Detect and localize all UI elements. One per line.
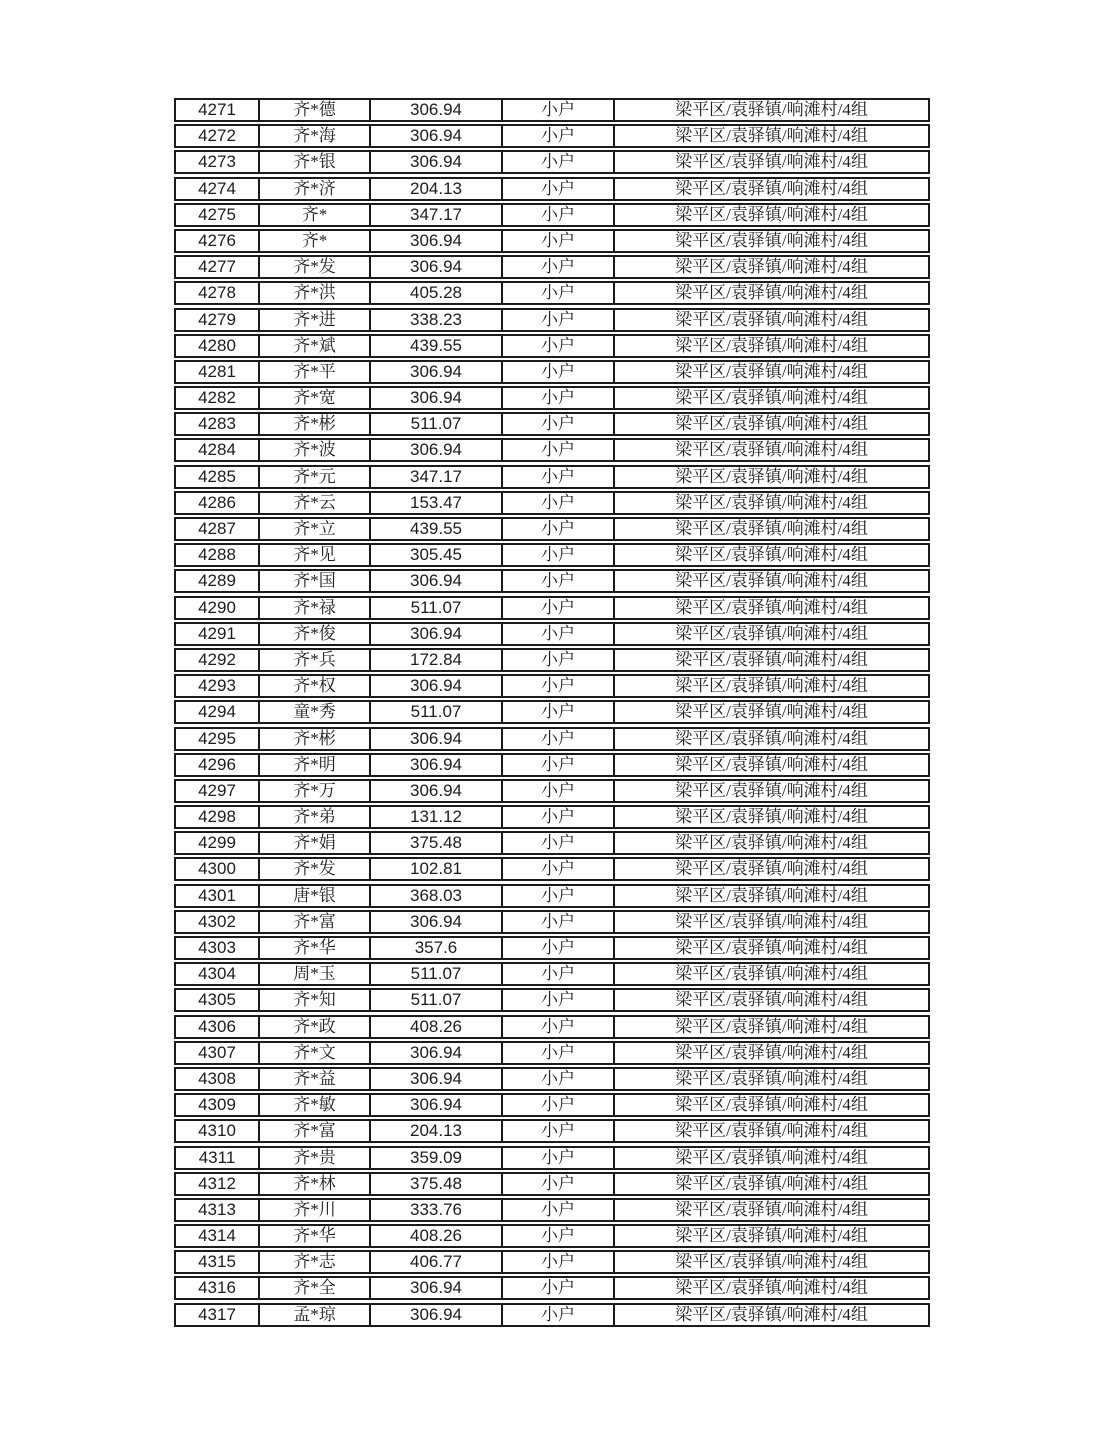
cell-location: 梁平区/袁驿镇/响滩村/4组 xyxy=(675,492,868,512)
cell-name: 齐*元 xyxy=(260,467,371,487)
table-row xyxy=(174,124,930,148)
cell-amount: 368.03 xyxy=(371,886,503,906)
cell-name: 齐*宽 xyxy=(260,388,371,408)
cell-amount: 375.48 xyxy=(371,833,503,853)
cell-serial-number: 4284 xyxy=(176,440,260,460)
cell-location: 梁平区/袁驿镇/响滩村/4组 xyxy=(675,440,868,460)
table-row xyxy=(174,229,930,253)
cell-household-type: 小户 xyxy=(503,1226,615,1246)
cell-name: 齐*贵 xyxy=(260,1148,371,1168)
cell-amount: 439.55 xyxy=(371,336,503,356)
cell-amount: 306.94 xyxy=(371,362,503,382)
cell-serial-number: 4300 xyxy=(176,859,260,879)
table-row xyxy=(174,1276,930,1300)
cell-location: 梁平区/袁驿镇/响滩村/4组 xyxy=(675,623,868,643)
cell-serial-number: 4307 xyxy=(176,1043,260,1063)
cell-name: 齐*富 xyxy=(260,1121,371,1141)
cell-name: 齐*知 xyxy=(260,990,371,1010)
table-row xyxy=(174,1224,930,1248)
cell-name: 齐*兵 xyxy=(260,650,371,670)
cell-location: 梁平区/袁驿镇/响滩村/4组 xyxy=(675,885,868,905)
cell-serial-number: 4302 xyxy=(176,912,260,932)
cell-name: 齐*禄 xyxy=(260,598,371,618)
cell-location: 梁平区/袁驿镇/响滩村/4组 xyxy=(675,780,868,800)
cell-location: 梁平区/袁驿镇/响滩村/4组 xyxy=(675,1016,868,1036)
table-row xyxy=(174,517,930,541)
cell-serial-number: 4283 xyxy=(176,414,260,434)
cell-name: 齐*发 xyxy=(260,257,371,277)
cell-name: 童*秀 xyxy=(260,702,371,722)
cell-amount: 439.55 xyxy=(371,519,503,539)
cell-location: 梁平区/袁驿镇/响滩村/4组 xyxy=(675,1304,868,1324)
cell-amount: 306.94 xyxy=(371,781,503,801)
cell-serial-number: 4316 xyxy=(176,1278,260,1298)
cell-serial-number: 4311 xyxy=(176,1148,260,1168)
cell-location: 梁平区/袁驿镇/响滩村/4组 xyxy=(675,230,868,250)
table-row xyxy=(174,360,930,384)
table-row xyxy=(174,412,930,436)
cell-name: 齐*德 xyxy=(260,100,371,120)
cell-location: 梁平区/袁驿镇/响滩村/4组 xyxy=(675,519,868,538)
cell-name: 齐*平 xyxy=(260,362,371,382)
cell-name: 孟*琼 xyxy=(260,1305,371,1325)
cell-household-type: 小户 xyxy=(503,152,615,172)
cell-household-type: 小户 xyxy=(503,598,615,618)
cell-serial-number: 4298 xyxy=(176,807,260,827)
cell-serial-number: 4309 xyxy=(176,1095,260,1115)
cell-amount: 408.26 xyxy=(371,1226,503,1246)
cell-household-type: 小户 xyxy=(503,676,615,696)
cell-name: 齐*彬 xyxy=(260,414,371,434)
cell-location: 梁平区/袁驿镇/响滩村/4组 xyxy=(675,335,868,355)
cell-location: 梁平区/袁驿镇/响滩村/4组 xyxy=(675,859,868,879)
table-row xyxy=(174,1198,930,1222)
cell-serial-number: 4280 xyxy=(176,336,260,356)
cell-serial-number: 4288 xyxy=(176,545,260,565)
cell-location: 梁平区/袁驿镇/响滩村/4组 xyxy=(675,545,868,565)
cell-location: 梁平区/袁驿镇/响滩村/4组 xyxy=(675,833,868,853)
cell-serial-number: 4304 xyxy=(176,964,260,984)
cell-household-type: 小户 xyxy=(503,1174,615,1194)
cell-household-type: 小户 xyxy=(503,1305,615,1325)
cell-household-type: 小户 xyxy=(503,571,615,591)
cell-name: 齐*川 xyxy=(260,1200,371,1220)
cell-household-type: 小户 xyxy=(503,1069,615,1089)
cell-amount: 306.94 xyxy=(371,755,503,775)
cell-serial-number: 4314 xyxy=(176,1226,260,1246)
cell-serial-number: 4299 xyxy=(176,833,260,853)
cell-name: 齐*洪 xyxy=(260,283,371,303)
cell-location: 梁平区/袁驿镇/响滩村/4组 xyxy=(675,1278,868,1298)
cell-name: 齐*富 xyxy=(260,912,371,932)
table-row xyxy=(174,1119,930,1143)
cell-serial-number: 4306 xyxy=(176,1017,260,1037)
cell-household-type: 小户 xyxy=(503,545,615,565)
cell-household-type: 小户 xyxy=(503,650,615,670)
table-row xyxy=(174,700,930,724)
cell-household-type: 小户 xyxy=(503,388,615,408)
table-row xyxy=(174,831,930,855)
cell-serial-number: 4276 xyxy=(176,231,260,251)
cell-household-type: 小户 xyxy=(503,1121,615,1141)
table-row xyxy=(174,779,930,803)
cell-amount: 306.94 xyxy=(371,257,503,277)
cell-household-type: 小户 xyxy=(503,938,615,958)
cell-location: 梁平区/袁驿镇/响滩村/4组 xyxy=(675,990,868,1010)
cell-location: 梁平区/袁驿镇/响滩村/4组 xyxy=(675,152,868,172)
cell-amount: 306.94 xyxy=(371,1278,503,1298)
cell-location: 梁平区/袁驿镇/响滩村/4组 xyxy=(675,911,868,931)
cell-amount: 306.94 xyxy=(371,126,503,146)
table-row xyxy=(174,386,930,410)
cell-location: 梁平区/袁驿镇/响滩村/4组 xyxy=(675,1095,868,1115)
cell-household-type: 小户 xyxy=(503,1278,615,1298)
cell-location: 梁平区/袁驿镇/响滩村/4组 xyxy=(675,1226,868,1246)
cell-name: 齐*彬 xyxy=(260,729,371,749)
cell-name: 唐*银 xyxy=(260,886,371,906)
cell-serial-number: 4275 xyxy=(176,205,260,225)
cell-serial-number: 4287 xyxy=(176,519,260,539)
cell-serial-number: 4272 xyxy=(176,126,260,146)
cell-location: 梁平区/袁驿镇/响滩村/4组 xyxy=(675,1252,868,1272)
cell-amount: 347.17 xyxy=(371,467,503,487)
cell-household-type: 小户 xyxy=(503,336,615,356)
cell-household-type: 小户 xyxy=(503,781,615,801)
cell-household-type: 小户 xyxy=(503,257,615,277)
cell-location: 梁平区/袁驿镇/响滩村/4组 xyxy=(675,1121,868,1141)
cell-name: 齐*立 xyxy=(260,519,371,539)
cell-location: 梁平区/袁驿镇/响滩村/4组 xyxy=(675,204,868,224)
cell-name: 齐*斌 xyxy=(260,336,371,356)
cell-serial-number: 4297 xyxy=(176,781,260,801)
cell-household-type: 小户 xyxy=(503,467,615,487)
cell-amount: 306.94 xyxy=(371,676,503,696)
cell-household-type: 小户 xyxy=(503,414,615,434)
cell-household-type: 小户 xyxy=(503,964,615,984)
cell-name: 齐*国 xyxy=(260,571,371,591)
cell-name: 齐*华 xyxy=(260,1226,371,1246)
cell-household-type: 小户 xyxy=(503,807,615,827)
table-row xyxy=(174,177,930,201)
cell-amount: 204.13 xyxy=(371,1121,503,1141)
cell-household-type: 小户 xyxy=(503,310,615,330)
cell-household-type: 小户 xyxy=(503,493,615,513)
cell-serial-number: 4310 xyxy=(176,1121,260,1141)
cell-serial-number: 4277 xyxy=(176,257,260,277)
cell-amount: 305.45 xyxy=(371,545,503,565)
cell-serial-number: 4295 xyxy=(176,729,260,749)
cell-name: 齐*弟 xyxy=(260,807,371,827)
cell-location: 梁平区/袁驿镇/响滩村/4组 xyxy=(675,283,868,303)
cell-name: 齐*济 xyxy=(260,179,371,199)
table-row xyxy=(174,910,930,934)
cell-location: 梁平区/袁驿镇/响滩村/4组 xyxy=(675,1147,868,1167)
cell-amount: 153.47 xyxy=(371,493,503,513)
cell-household-type: 小户 xyxy=(503,702,615,722)
table-row xyxy=(174,622,930,646)
cell-location: 梁平区/袁驿镇/响滩村/4组 xyxy=(675,676,868,696)
cell-serial-number: 4315 xyxy=(176,1252,260,1272)
cell-amount: 306.94 xyxy=(371,388,503,408)
cell-name: 齐* xyxy=(260,231,371,251)
cell-name: 齐*华 xyxy=(260,938,371,958)
cell-household-type: 小户 xyxy=(503,126,615,146)
cell-name: 齐*敏 xyxy=(260,1095,371,1115)
cell-location: 梁平区/袁驿镇/响滩村/4组 xyxy=(675,309,868,329)
cell-amount: 347.17 xyxy=(371,205,503,225)
cell-household-type: 小户 xyxy=(503,100,615,120)
cell-location: 梁平区/袁驿镇/响滩村/4组 xyxy=(675,938,868,957)
cell-household-type: 小户 xyxy=(503,519,615,539)
cell-serial-number: 4294 xyxy=(176,702,260,722)
cell-location: 梁平区/袁驿镇/响滩村/4组 xyxy=(675,100,868,119)
cell-amount: 306.94 xyxy=(371,152,503,172)
cell-serial-number: 4317 xyxy=(176,1305,260,1325)
cell-amount: 357.6 xyxy=(371,938,503,958)
cell-location: 梁平区/袁驿镇/响滩村/4组 xyxy=(675,807,868,827)
cell-serial-number: 4282 xyxy=(176,388,260,408)
cell-location: 梁平区/袁驿镇/响滩村/4组 xyxy=(675,388,868,408)
cell-household-type: 小户 xyxy=(503,624,615,644)
table-row xyxy=(174,281,930,305)
cell-household-type: 小户 xyxy=(503,440,615,460)
table-row xyxy=(174,255,930,279)
table-row xyxy=(174,1067,930,1091)
table-row xyxy=(174,1250,930,1274)
table-row xyxy=(174,753,930,777)
cell-household-type: 小户 xyxy=(503,1017,615,1037)
table-row xyxy=(174,596,930,620)
cell-serial-number: 4292 xyxy=(176,650,260,670)
cell-serial-number: 4303 xyxy=(176,938,260,958)
cell-location: 梁平区/袁驿镇/响滩村/4组 xyxy=(675,414,868,434)
cell-household-type: 小户 xyxy=(503,886,615,906)
cell-amount: 306.94 xyxy=(371,1095,503,1115)
cell-amount: 306.94 xyxy=(371,1069,503,1089)
cell-location: 梁平区/袁驿镇/响滩村/4组 xyxy=(675,178,868,198)
cell-amount: 511.07 xyxy=(371,990,503,1010)
cell-serial-number: 4279 xyxy=(176,310,260,330)
cell-name: 齐*波 xyxy=(260,440,371,460)
table-row xyxy=(174,936,930,960)
cell-household-type: 小户 xyxy=(503,362,615,382)
cell-amount: 511.07 xyxy=(371,414,503,434)
cell-name: 齐*万 xyxy=(260,781,371,801)
cell-household-type: 小户 xyxy=(503,205,615,225)
cell-household-type: 小户 xyxy=(503,912,615,932)
cell-amount: 306.94 xyxy=(371,231,503,251)
cell-serial-number: 4281 xyxy=(176,362,260,382)
table-row xyxy=(174,805,930,829)
table-row xyxy=(174,438,930,462)
cell-household-type: 小户 xyxy=(503,755,615,775)
cell-household-type: 小户 xyxy=(503,729,615,749)
cell-name: 齐*海 xyxy=(260,126,371,146)
cell-amount: 375.48 xyxy=(371,1174,503,1194)
beneficiary-table xyxy=(174,98,930,1327)
cell-serial-number: 4308 xyxy=(176,1069,260,1089)
cell-location: 梁平区/袁驿镇/响滩村/4组 xyxy=(675,1042,868,1062)
table-row xyxy=(174,857,930,881)
cell-location: 梁平区/袁驿镇/响滩村/4组 xyxy=(675,257,868,277)
cell-amount: 511.07 xyxy=(371,598,503,618)
cell-amount: 306.94 xyxy=(371,440,503,460)
cell-location: 梁平区/袁驿镇/响滩村/4组 xyxy=(675,126,868,146)
cell-amount: 408.26 xyxy=(371,1017,503,1037)
table-row xyxy=(174,203,930,227)
cell-household-type: 小户 xyxy=(503,231,615,251)
cell-name: 齐*权 xyxy=(260,676,371,696)
cell-amount: 306.94 xyxy=(371,1043,503,1063)
cell-serial-number: 4290 xyxy=(176,598,260,618)
cell-serial-number: 4289 xyxy=(176,571,260,591)
cell-household-type: 小户 xyxy=(503,283,615,303)
cell-household-type: 小户 xyxy=(503,1043,615,1063)
cell-name: 齐*见 xyxy=(260,545,371,565)
cell-name: 齐*林 xyxy=(260,1174,371,1194)
cell-amount: 306.94 xyxy=(371,571,503,591)
cell-serial-number: 4273 xyxy=(176,152,260,172)
cell-amount: 306.94 xyxy=(371,624,503,644)
table-row xyxy=(174,884,930,908)
cell-serial-number: 4296 xyxy=(176,755,260,775)
cell-location: 梁平区/袁驿镇/响滩村/4组 xyxy=(675,361,868,381)
table-row xyxy=(174,727,930,751)
cell-amount: 511.07 xyxy=(371,702,503,722)
cell-household-type: 小户 xyxy=(503,1148,615,1168)
cell-serial-number: 4313 xyxy=(176,1200,260,1220)
table-row xyxy=(174,308,930,332)
cell-name: 齐*银 xyxy=(260,152,371,172)
cell-amount: 306.94 xyxy=(371,1305,503,1325)
cell-serial-number: 4286 xyxy=(176,493,260,513)
cell-household-type: 小户 xyxy=(503,1095,615,1115)
cell-household-type: 小户 xyxy=(503,1252,615,1272)
cell-amount: 406.77 xyxy=(371,1252,503,1272)
table-row xyxy=(174,569,930,593)
cell-amount: 511.07 xyxy=(371,964,503,984)
cell-amount: 306.94 xyxy=(371,100,503,120)
cell-serial-number: 4301 xyxy=(176,886,260,906)
table-row xyxy=(174,988,930,1012)
cell-amount: 405.28 xyxy=(371,283,503,303)
cell-household-type: 小户 xyxy=(503,179,615,199)
table-row xyxy=(174,465,930,489)
cell-serial-number: 4285 xyxy=(176,467,260,487)
table-row xyxy=(174,674,930,698)
cell-name: 齐*进 xyxy=(260,310,371,330)
cell-amount: 172.84 xyxy=(371,650,503,670)
cell-amount: 333.76 xyxy=(371,1200,503,1220)
cell-serial-number: 4312 xyxy=(176,1174,260,1194)
cell-amount: 306.94 xyxy=(371,729,503,749)
table-row xyxy=(174,491,930,515)
table-row xyxy=(174,543,930,567)
cell-name: 齐*明 xyxy=(260,755,371,775)
cell-household-type: 小户 xyxy=(503,859,615,879)
table-row xyxy=(174,98,930,122)
cell-name: 周*玉 xyxy=(260,964,371,984)
table-row xyxy=(174,334,930,358)
table-row xyxy=(174,648,930,672)
cell-amount: 102.81 xyxy=(371,859,503,879)
table-row xyxy=(174,1041,930,1065)
table-row xyxy=(174,1093,930,1117)
cell-name: 齐*云 xyxy=(260,493,371,513)
cell-serial-number: 4305 xyxy=(176,990,260,1010)
cell-serial-number: 4271 xyxy=(176,100,260,120)
cell-name: 齐*益 xyxy=(260,1069,371,1089)
cell-name: 齐*政 xyxy=(260,1017,371,1037)
cell-household-type: 小户 xyxy=(503,990,615,1010)
cell-location: 梁平区/袁驿镇/响滩村/4组 xyxy=(675,466,868,486)
cell-amount: 338.23 xyxy=(371,310,503,330)
cell-location: 梁平区/袁驿镇/响滩村/4组 xyxy=(675,964,868,984)
cell-amount: 204.13 xyxy=(371,179,503,199)
cell-location: 梁平区/袁驿镇/响滩村/4组 xyxy=(675,649,868,669)
cell-household-type: 小户 xyxy=(503,833,615,853)
cell-name: 齐* xyxy=(260,205,371,225)
cell-location: 梁平区/袁驿镇/响滩村/4组 xyxy=(675,571,868,591)
cell-name: 齐*俊 xyxy=(260,624,371,644)
table-row xyxy=(174,150,930,174)
cell-name: 齐*文 xyxy=(260,1043,371,1063)
table-row xyxy=(174,1303,930,1327)
cell-serial-number: 4274 xyxy=(176,179,260,199)
cell-location: 梁平区/袁驿镇/响滩村/4组 xyxy=(675,597,868,617)
cell-serial-number: 4291 xyxy=(176,624,260,644)
cell-serial-number: 4293 xyxy=(176,676,260,696)
cell-household-type: 小户 xyxy=(503,1200,615,1220)
cell-location: 梁平区/袁驿镇/响滩村/4组 xyxy=(675,702,868,722)
cell-location: 梁平区/袁驿镇/响滩村/4组 xyxy=(675,1068,868,1088)
cell-name: 齐*娟 xyxy=(260,833,371,853)
cell-amount: 359.09 xyxy=(371,1148,503,1168)
cell-location: 梁平区/袁驿镇/响滩村/4组 xyxy=(675,728,868,748)
table-row xyxy=(174,1146,930,1170)
cell-amount: 306.94 xyxy=(371,912,503,932)
table-row xyxy=(174,1172,930,1196)
table-row xyxy=(174,1015,930,1039)
table-row xyxy=(174,962,930,986)
cell-name: 齐*志 xyxy=(260,1252,371,1272)
cell-location: 梁平区/袁驿镇/响滩村/4组 xyxy=(675,754,868,774)
cell-location: 梁平区/袁驿镇/响滩村/4组 xyxy=(675,1199,868,1219)
cell-name: 齐*全 xyxy=(260,1278,371,1298)
cell-serial-number: 4278 xyxy=(176,283,260,303)
cell-location: 梁平区/袁驿镇/响滩村/4组 xyxy=(675,1173,868,1193)
cell-name: 齐*发 xyxy=(260,859,371,879)
cell-amount: 131.12 xyxy=(371,807,503,827)
